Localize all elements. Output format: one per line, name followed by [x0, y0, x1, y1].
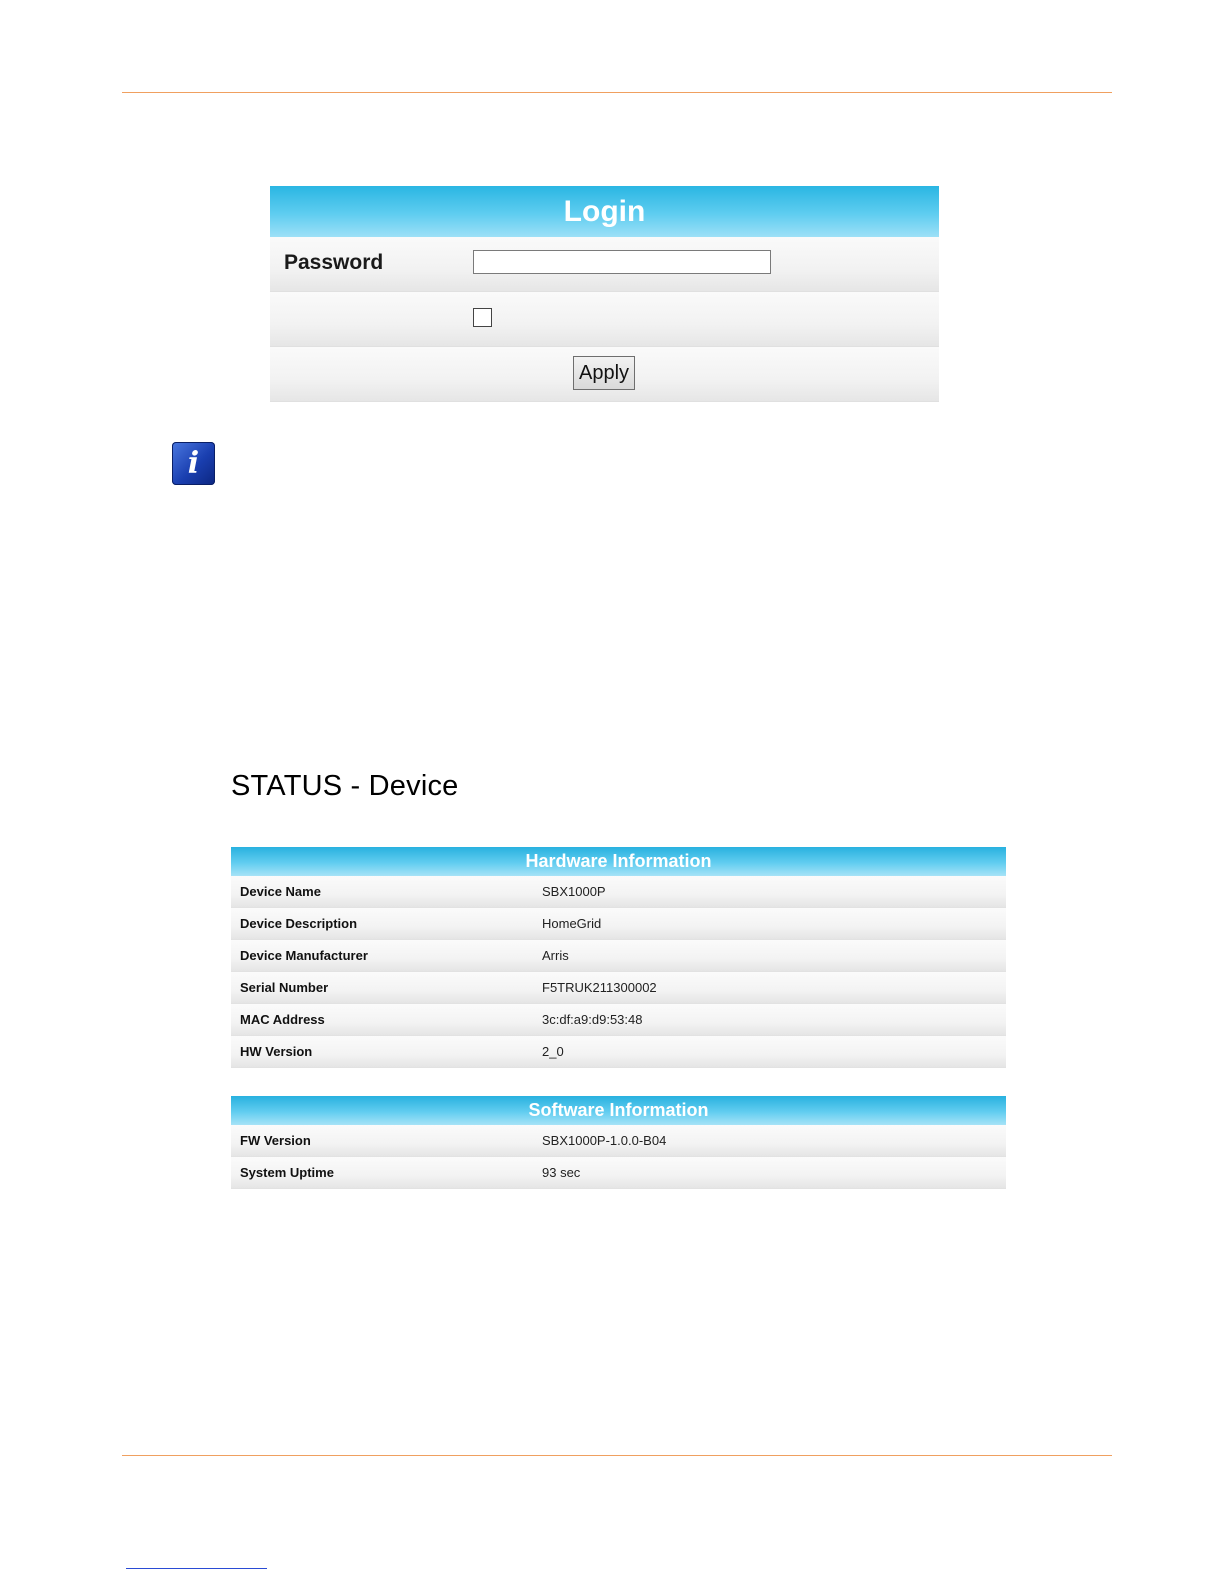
row-label: Serial Number	[240, 980, 329, 995]
remember-row	[270, 292, 939, 347]
info-icon: i	[172, 442, 215, 485]
page-bottom-rule	[122, 1455, 1112, 1456]
table-row	[231, 908, 1006, 940]
row-value: SBX1000P-1.0.0-B04	[542, 1133, 667, 1148]
row-value: HomeGrid	[542, 916, 602, 931]
apply-button[interactable]: Apply	[573, 356, 635, 390]
password-row	[270, 237, 939, 292]
table-row	[231, 1157, 1006, 1189]
row-label: FW Version	[240, 1133, 311, 1148]
table-row	[231, 1036, 1006, 1068]
hardware-information-table	[231, 847, 1006, 1068]
software-information-table	[231, 1096, 1006, 1189]
remember-checkbox[interactable]	[473, 308, 492, 327]
row-label: HW Version	[240, 1044, 313, 1059]
password-label: Password	[284, 251, 384, 274]
row-label: System Uptime	[240, 1165, 334, 1180]
row-value: Arris	[542, 948, 569, 963]
status-title: STATUS - Device	[231, 770, 459, 802]
table-row	[231, 972, 1006, 1004]
row-label: Device Description	[240, 916, 358, 931]
password-input[interactable]	[473, 250, 771, 274]
row-label: MAC Address	[240, 1012, 325, 1027]
row-value: SBX1000P	[542, 884, 606, 899]
row-value: 93 sec	[542, 1165, 581, 1180]
login-panel	[270, 186, 939, 399]
row-value: 3c:df:a9:d9:53:48	[542, 1012, 643, 1027]
row-label: Device Name	[240, 884, 321, 899]
table-row	[231, 1125, 1006, 1157]
footer-link-underline[interactable]	[126, 1568, 267, 1569]
table-row	[231, 876, 1006, 908]
hardware-information-header: Hardware Information	[231, 847, 1006, 876]
table-row	[231, 1004, 1006, 1036]
row-value: F5TRUK211300002	[542, 980, 657, 995]
row-value: 2_0	[542, 1044, 564, 1059]
table-row	[231, 940, 1006, 972]
page-top-rule	[122, 92, 1112, 93]
login-title: Login	[270, 186, 939, 237]
apply-row	[270, 347, 939, 402]
row-label: Device Manufacturer	[240, 948, 368, 963]
software-information-header: Software Information	[231, 1096, 1006, 1125]
